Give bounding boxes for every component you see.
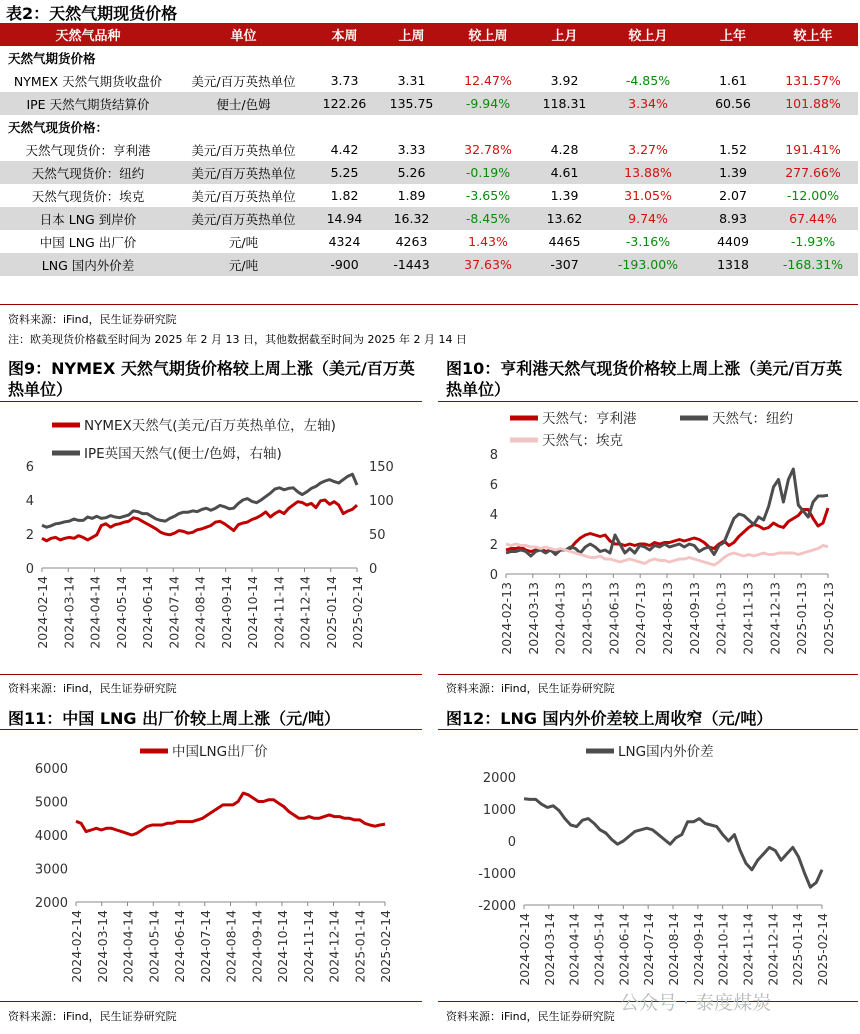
table-cell-cur: -900 (311, 253, 378, 276)
legend-label-0: 中国LNG出厂价 (172, 744, 268, 760)
x-tick-label: 2024-11-14 (271, 576, 287, 649)
table-cell-name: 天然气现货价：亨利港 (25, 142, 151, 158)
chart10-title: 图10：亨利港天然气现货价格较上周上涨（美元/百万英热单位） (446, 359, 843, 399)
table-cell-cur: 4.42 (330, 142, 359, 157)
table-cell-wow: 12.47% (464, 73, 512, 88)
table-header-7: 上年 (698, 23, 768, 46)
x-tick-label: 2025-01-14 (352, 910, 368, 983)
x-tick-label: 2024-03-14 (541, 913, 557, 986)
x-tick-label: 2024-02-14 (35, 576, 50, 649)
legend-label-0: 天然气：亨利港 (542, 411, 637, 427)
x-tick-label: 2025-01-13 (794, 582, 810, 655)
chart9-title: 图9：NYMEX 天然气期货价格较上周上涨（美元/百万英热单位） (8, 359, 415, 399)
table-cell-last_year: 1.61 (719, 73, 747, 88)
table-row (0, 138, 858, 161)
x-tick-label: 2024-07-14 (641, 913, 657, 986)
y-tick-label: 2000 (482, 771, 516, 786)
x-tick-label: 2025-02-14 (815, 913, 830, 986)
table-cell-last_week: 3.33 (397, 142, 426, 157)
table-cell-cur: 14.94 (311, 207, 378, 230)
x-tick-label: 2024-08-14 (192, 576, 208, 649)
x-tick-label: 2024-05-13 (579, 582, 595, 655)
x-tick-label: 2024-04-14 (566, 913, 582, 986)
table-section-row (0, 46, 858, 69)
table-cell-wow: -3.65% (465, 188, 511, 203)
table-cell-last_month: 3.92 (550, 73, 579, 88)
x-tick-label: 2024-06-14 (172, 910, 187, 983)
table-cell-mom: -193.00% (598, 253, 698, 276)
y-tick-label: 5000 (34, 795, 68, 811)
table-row (0, 207, 858, 230)
table-cell-yoy: 131.57% (785, 73, 841, 88)
x-tick-label: 2024-12-14 (326, 910, 342, 983)
chart9-source: 资料来源：iFind，民生证券研究院 (8, 682, 177, 695)
table-cell-yoy: 101.88% (768, 92, 858, 115)
table-row (0, 92, 858, 115)
y-tick-label: 0 (507, 835, 516, 850)
x-tick-label: 2024-08-14 (666, 913, 681, 986)
table-header-5: 上月 (531, 23, 598, 46)
table-section-label: 天然气期货价格 (8, 50, 96, 66)
x-tick-label: 2024-09-14 (218, 576, 234, 649)
table-cell-mom: 9.74% (598, 207, 698, 230)
table-cell-mom: 3.27% (628, 142, 668, 157)
table-cell-unit: 便士/色姆 (176, 92, 311, 115)
x-tick-label: 2025-01-14 (323, 576, 339, 649)
legend-label-0: NYMEX天然气(美元/百万英热单位，左轴) (84, 418, 336, 434)
table-cell-last_month: 4.28 (550, 142, 579, 157)
table-cell-cur: 122.26 (311, 92, 378, 115)
y-right-tick-label: 50 (369, 528, 386, 543)
y-tick-label: -2000 (478, 899, 516, 914)
table-cell-yoy: 277.66% (768, 161, 858, 184)
y-tick-label: 6 (489, 478, 498, 493)
x-tick-label: 2024-12-14 (297, 576, 313, 649)
table-cell-name: 日本 LNG 到岸价 (0, 207, 176, 230)
table-cell-wow: -8.45% (445, 207, 531, 230)
x-tick-label: 2024-10-13 (713, 582, 729, 655)
table-bottom-rule (0, 304, 858, 305)
x-tick-label: 2024-10-14 (245, 576, 260, 649)
table-row (0, 69, 858, 92)
table-cell-last_month: -307 (531, 253, 598, 276)
y-tick-label: 0 (489, 568, 498, 583)
table-cell-unit: 美元/百万英热单位 (191, 142, 296, 158)
y-tick-label: 2 (489, 538, 498, 553)
x-tick-label: 2024-07-13 (633, 582, 649, 655)
table-cell-yoy: 191.41% (785, 142, 841, 157)
table-header-row (0, 23, 858, 46)
table-cell-mom: -3.16% (625, 234, 671, 249)
table-cell-last_year: 2.07 (719, 188, 747, 203)
legend-label-2: 天然气：埃克 (542, 433, 623, 449)
chart10-svg (438, 402, 858, 672)
table-cell-yoy: -168.31% (768, 253, 858, 276)
table-header-2: 本周 (311, 23, 378, 46)
table-header-8: 较上年 (768, 23, 858, 46)
table-section-row (0, 115, 858, 138)
x-tick-label: 2024-04-14 (120, 910, 136, 983)
chart12-source: 资料来源：iFind，民生证券研究院 (446, 1010, 615, 1023)
table-header-4: 较上周 (445, 23, 531, 46)
y-tick-label: 6 (25, 460, 34, 475)
x-tick-label: 2024-09-13 (686, 582, 702, 655)
table-cell-cur: 5.25 (311, 161, 378, 184)
table-header-3: 上周 (378, 23, 445, 46)
table-cell-last_year: 60.56 (698, 92, 768, 115)
y-tick-label: 4 (489, 508, 498, 523)
x-tick-label: 2025-02-14 (378, 910, 393, 983)
table-cell-wow: 1.43% (468, 234, 508, 249)
table-source: 资料来源：iFind，民生证券研究院 (8, 313, 177, 326)
legend-label-1: IPE英国天然气(便士/色姆，右轴) (84, 446, 282, 462)
x-tick-label: 2024-08-14 (223, 910, 239, 983)
table-cell-name: 天然气现货价：纽约 (0, 161, 176, 184)
table-row (0, 230, 858, 253)
table-cell-last_month: 4465 (548, 234, 581, 249)
x-tick-label: 2024-10-14 (715, 913, 731, 986)
table-cell-wow: -9.94% (445, 92, 531, 115)
table-cell-cur: 1.82 (330, 188, 359, 203)
x-tick-label: 2024-07-14 (166, 576, 182, 649)
y-tick-label: 0 (25, 562, 34, 577)
x-tick-label: 2024-06-13 (606, 582, 622, 655)
x-tick-label: 2024-09-14 (249, 910, 265, 983)
x-tick-label: 2024-12-14 (765, 913, 781, 986)
chart10-source: 资料来源：iFind，民生证券研究院 (446, 682, 615, 695)
table-cell-mom: 31.05% (624, 188, 672, 203)
y-tick-label: 2 (25, 528, 34, 543)
watermark: 公众号 · 泰度煤炭 (620, 992, 772, 1014)
table-row (0, 161, 858, 184)
y-tick-label: 6000 (34, 762, 68, 777)
x-tick-label: 2024-05-14 (146, 910, 162, 983)
x-tick-label: 2024-11-14 (300, 910, 316, 983)
x-tick-label: 2025-01-14 (790, 913, 806, 986)
series-line-0 (524, 799, 822, 887)
table-cell-last_week: -1443 (378, 253, 445, 276)
table-cell-wow: 32.78% (464, 142, 512, 157)
table-cell-last_week: 5.26 (378, 161, 445, 184)
y-tick-label: 8 (489, 448, 498, 463)
y-tick-label: 2000 (34, 896, 68, 911)
table-header-1: 单位 (176, 23, 311, 46)
table-cell-last_year: 8.93 (698, 207, 768, 230)
table-note: 注：欧美现货价格截至时间为 2025 年 2 月 13 日，其他数据截至时间为 2025 年 2 月 14 日 (8, 333, 467, 346)
x-tick-label: 2024-10-14 (275, 910, 290, 983)
chart12-title: 图12：LNG 国内外价差较上周收窄（元/吨） (446, 709, 773, 728)
x-tick-label: 2024-04-13 (552, 582, 568, 655)
x-tick-label: 2024-04-14 (87, 576, 103, 649)
table-cell-last_week: 16.32 (378, 207, 445, 230)
table-cell-last_year: 1318 (698, 253, 768, 276)
table-row (0, 253, 858, 276)
table-cell-last_week: 4263 (395, 234, 428, 249)
table-row (0, 184, 858, 207)
table-cell-last_week: 3.31 (397, 73, 426, 88)
table-cell-yoy: 67.44% (768, 207, 858, 230)
legend-label-0: LNG国内外价差 (618, 744, 714, 760)
table-cell-wow: -0.19% (445, 161, 531, 184)
x-tick-label: 2024-09-14 (690, 913, 706, 986)
x-tick-label: 2025-02-14 (350, 576, 365, 649)
table-cell-mom: -4.85% (625, 73, 671, 88)
table-cell-yoy: -1.93% (790, 234, 836, 249)
y-right-tick-label: 100 (369, 494, 394, 509)
table-cell-unit: 元/吨 (228, 234, 259, 250)
table-body (0, 46, 858, 276)
table-cell-cur: 4324 (328, 234, 361, 249)
series-line-0 (42, 500, 357, 541)
x-tick-label: 2024-05-14 (591, 913, 607, 986)
x-tick-label: 2024-02-14 (517, 913, 532, 986)
y-tick-label: -1000 (478, 867, 516, 882)
series-line-1 (42, 474, 357, 527)
table-cell-mom: 3.34% (598, 92, 698, 115)
table-header-0: 天然气品种 (0, 23, 176, 46)
x-tick-label: 2024-02-14 (69, 910, 84, 983)
table-cell-name: 中国 LNG 出厂价 (39, 234, 137, 250)
x-tick-label: 2024-06-14 (140, 576, 155, 649)
table-cell-mom: 13.88% (598, 161, 698, 184)
table-cell-last_month: 13.62 (531, 207, 598, 230)
chart11-svg (0, 730, 422, 1000)
table-cell-name: 天然气现货价：埃克 (31, 188, 145, 204)
table-cell-last_year: 1.39 (698, 161, 768, 184)
x-tick-label: 2025-02-13 (821, 582, 836, 655)
y-tick-label: 4000 (34, 829, 68, 844)
x-tick-label: 2024-03-14 (61, 576, 77, 649)
chart10-bottom-rule (438, 674, 858, 675)
series-line-0 (76, 793, 385, 835)
table-cell-unit: 元/吨 (176, 253, 311, 276)
table-title: 表2：天然气期现货价格 (6, 4, 178, 23)
x-tick-label: 2024-12-13 (767, 582, 783, 655)
table-cell-name: LNG 国内外价差 (0, 253, 176, 276)
x-tick-label: 2024-07-14 (197, 910, 213, 983)
chart11-source: 资料来源：iFind，民生证券研究院 (8, 1010, 177, 1023)
table-cell-last_month: 118.31 (531, 92, 598, 115)
table-section-label: 天然气现货价格： (8, 119, 109, 135)
chart9-svg (0, 402, 422, 672)
x-tick-label: 2024-11-13 (740, 582, 756, 655)
table-cell-unit: 美元/百万英热单位 (191, 73, 296, 89)
table-cell-last_year: 1.52 (719, 142, 747, 157)
table-cell-last_year: 4409 (717, 234, 749, 249)
chart12-svg (438, 730, 858, 1000)
y-tick-label: 3000 (34, 862, 68, 878)
chart11-bottom-rule (0, 1001, 422, 1002)
x-tick-label: 2024-11-14 (740, 913, 756, 986)
table-cell-last_week: 135.75 (378, 92, 445, 115)
table-cell-last_month: 1.39 (550, 188, 579, 203)
y-right-tick-label: 150 (369, 460, 394, 475)
x-tick-label: 2024-06-14 (616, 913, 632, 986)
table-cell-last_month: 4.61 (531, 161, 598, 184)
table-cell-yoy: -12.00% (786, 188, 840, 203)
y-right-tick-label: 0 (369, 562, 378, 577)
table-cell-cur: 3.73 (330, 73, 359, 88)
chart11-title: 图11：中国 LNG 出厂价较上周上涨（元/吨） (8, 709, 340, 728)
legend-label-1: 天然气：纽约 (712, 411, 793, 427)
x-tick-label: 2024-05-14 (113, 576, 129, 649)
chart9-bottom-rule (0, 674, 422, 675)
table-cell-name: NYMEX 天然气期货收盘价 (13, 73, 163, 89)
table-cell-name: IPE 天然气期货结算价 (0, 92, 176, 115)
x-tick-label: 2024-03-13 (525, 582, 541, 655)
table-cell-unit: 美元/百万英热单位 (176, 207, 311, 230)
x-tick-label: 2024-03-14 (94, 910, 110, 983)
table-cell-unit: 美元/百万英热单位 (176, 161, 311, 184)
table-cell-last_week: 1.89 (397, 188, 426, 203)
x-tick-label: 2024-02-13 (499, 582, 514, 655)
y-tick-label: 1000 (482, 803, 516, 818)
x-tick-label: 2024-08-13 (660, 582, 675, 655)
table-cell-wow: 37.63% (445, 253, 531, 276)
table-cell-unit: 美元/百万英热单位 (191, 188, 296, 204)
price-table (0, 23, 858, 276)
y-tick-label: 4 (25, 494, 34, 509)
table-header-6: 较上月 (598, 23, 698, 46)
